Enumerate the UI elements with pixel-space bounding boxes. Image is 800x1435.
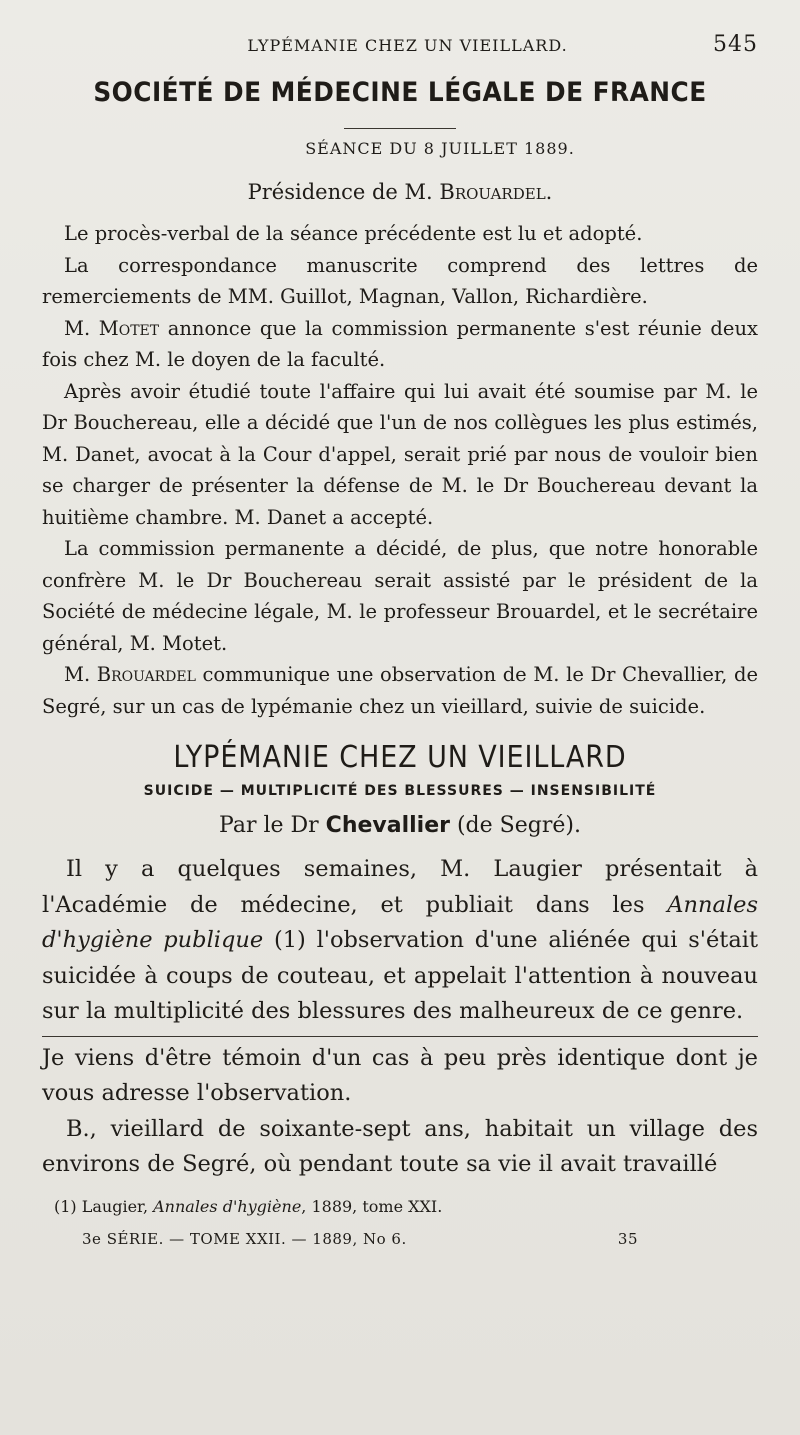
footnote	[54, 1197, 758, 1216]
body-p1-b: (1) l'observation d'une aliénée qui s'était suicidée à coups de couteau, et appelait l'attention à nouveau sur la multiplicité des blessures des malheureux de ce genre.	[42, 927, 759, 1024]
paragraph-motet	[42, 313, 758, 376]
article-subtitle: SUICIDE — MULTIPLICITÉ DES BLESSURES — INSENSIBILITÉ	[143, 783, 657, 799]
paragraph-brouardel	[42, 659, 758, 722]
footer-series: 3e SÉRIE. — TOME XXII. — 1889, No 6.	[82, 1229, 407, 1248]
paragraph-proces-verbal: Le procès-verbal de la séance précédente est lu et adopté.	[64, 222, 643, 245]
brouardel-text: communique une observation de M. le Dr Chevallier, de Segré, sur un cas de lypémanie chez un vieillard, suivie de suicide.	[42, 663, 758, 718]
paragraph-commission-1: Après avoir étudié toute l'affaire qui lui avait été soumise par M. le Dr Bouchereau, elle a décidé que l'un de nos collègues les plus estimés, M. Danet, avocat à la Cour d'appel, serait prié par nous de vouloir bien se charger de présenter la défense de M. le Dr Bouchereau devant la huitième chambre. M. Danet a accepté.	[42, 379, 758, 529]
author-prefix: Par le Dr	[219, 813, 326, 838]
article-title: LYPÉMANIE CHEZ UN VIEILLARD	[173, 740, 627, 775]
paragraph-commission-2: La commission permanente a décidé, de plus, que notre honorable confrère M. le Dr Bouchereau serait assisté par le président de la Société de médecine légale, M. le professeur Brouardel, et le secrétaire général, M. Motet.	[42, 537, 758, 655]
body-p1-a: Il y a quelques semaines, M. Laugier présentait à l'Académie de médecine, et publiait dans les	[42, 856, 758, 918]
article-author	[42, 813, 758, 838]
body-p1-journal: Annales d'hygiène publique	[42, 891, 758, 953]
motet-text: annonce que la commission permanente s'est réunie deux fois chez M. le doyen de la faculté.	[42, 316, 759, 371]
motet-name: M. Motet	[64, 316, 160, 340]
footer-signature: 35	[617, 1229, 638, 1248]
body-paragraph-1	[42, 852, 758, 1030]
body-paragraph-2: Je viens d'être témoin d'un cas à peu près identique dont je vous adresse l'observation.	[42, 1044, 758, 1106]
presidence-line	[42, 180, 758, 204]
president-name: Brouardel.	[439, 180, 553, 204]
body-paragraph-3: B., vieillard de soixante-sept ans, habitait un village des environs de Segré, où pendant toute sa vie il avait travaillé	[42, 1115, 758, 1177]
page-footer	[42, 1230, 758, 1248]
running-title: LYPÉMANIE CHEZ UN VIEILLARD.	[247, 36, 568, 55]
page-number: 545	[713, 32, 758, 57]
author-suffix: (de Segré).	[449, 813, 581, 838]
footnote-journal: Annales d'hygiène	[153, 1196, 302, 1216]
paragraph-correspondance: La correspondance manuscrite comprend des lettres de remerciements de MM. Guillot, Magnan, Vallon, Richardière.	[42, 253, 758, 308]
brouardel-name: M. Brouardel	[64, 663, 196, 686]
author-name: Chevallier	[325, 813, 450, 838]
presidence-prefix: Présidence de M.	[247, 180, 440, 204]
title-rule	[344, 128, 456, 129]
footnote-b: , 1889, tome XXI.	[301, 1196, 443, 1216]
society-title: SOCIÉTÉ DE MÉDECINE LÉGALE DE FRANCE	[93, 77, 707, 108]
seance-date: SÉANCE DU 8 JUILLET 1889.	[305, 139, 575, 158]
running-head	[42, 32, 758, 57]
paragraph-rule	[42, 1036, 758, 1037]
footnote-a: (1) Laugier,	[54, 1196, 154, 1216]
